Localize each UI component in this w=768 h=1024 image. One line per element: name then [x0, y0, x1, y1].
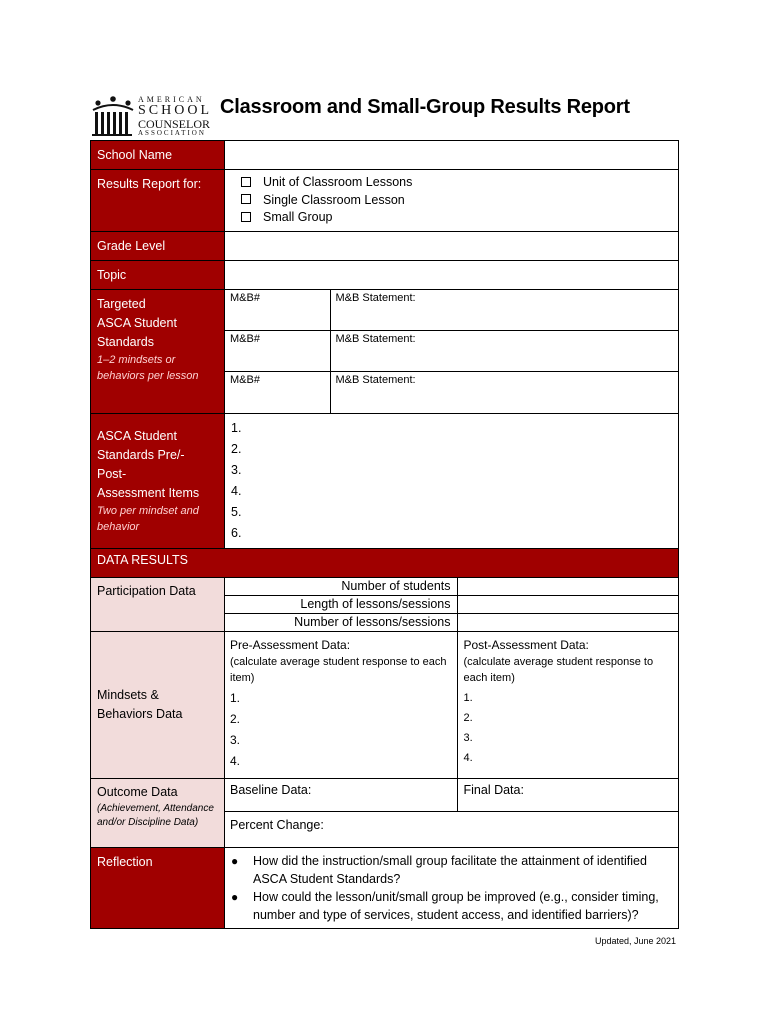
- mb-statement-field[interactable]: M&B Statement:: [330, 372, 678, 413]
- label-results-report-for: Results Report for:: [91, 170, 225, 232]
- mb-statement-field[interactable]: M&B Statement:: [330, 290, 678, 331]
- list-item: 1.: [231, 420, 242, 435]
- page-title: Classroom and Small-Group Results Report: [220, 96, 630, 118]
- option-single-classroom-lesson[interactable]: Single Classroom Lesson: [241, 192, 678, 210]
- final-data-field[interactable]: Final Data:: [457, 779, 678, 812]
- post-assessment-field[interactable]: [457, 632, 678, 778]
- prepost-note: Two per mindset and behavior: [97, 505, 199, 533]
- outcome-cell: [225, 778, 679, 847]
- topic-field[interactable]: [225, 260, 679, 289]
- mb-number-field[interactable]: M&B#: [225, 331, 330, 372]
- label-school-name: School Name: [91, 141, 225, 170]
- list-item: 2.: [463, 711, 473, 724]
- list-item: 1.: [463, 691, 473, 704]
- asca-logo-icon: [90, 94, 136, 136]
- list-item: 3.: [463, 731, 473, 744]
- reflection-bullet: ● How could the lesson/unit/small group be improved (e.g., consider timing, number and type of services, student access, and identified barriers)?: [231, 889, 659, 922]
- list-item: 5.: [231, 504, 242, 519]
- label-mindsets-behaviors: Mindsets & Behaviors Data: [91, 631, 225, 778]
- participation-table: [225, 578, 678, 631]
- baseline-data-field[interactable]: Baseline Data:: [225, 779, 457, 812]
- label-targeted-standards: Targeted ASCA Student Standards 1–2 mindsets or behaviors per lesson: [91, 289, 225, 413]
- pre-assessment-sub: (calculate average student response to each item): [230, 655, 447, 684]
- participation-cell: [225, 577, 679, 631]
- list-item: 4.: [230, 753, 241, 768]
- results-report-form: [90, 140, 679, 929]
- post-assessment-title: Post-Assessment Data:: [463, 637, 589, 652]
- post-assessment-sub: (calculate average student response to each item): [463, 655, 654, 684]
- list-item: 4.: [463, 751, 473, 764]
- participation-value-field[interactable]: [457, 595, 678, 613]
- checkbox-icon[interactable]: [241, 177, 251, 187]
- participation-value-field[interactable]: [457, 578, 678, 596]
- assessment-data-table: [225, 632, 678, 778]
- bullet-icon: ●: [231, 853, 239, 868]
- asca-logo: [90, 94, 214, 136]
- mb-table-cell: [225, 289, 679, 413]
- percent-change-field[interactable]: Percent Change:: [225, 812, 678, 847]
- document-header: [90, 92, 680, 138]
- report-type-options: [225, 170, 679, 232]
- logo-wordmark: [138, 96, 212, 137]
- list-item: 2.: [230, 711, 241, 726]
- checkbox-icon[interactable]: [241, 194, 251, 204]
- school-name-field[interactable]: [225, 141, 679, 170]
- logo-line-school: SCHOOL: [138, 103, 213, 118]
- option-unit-of-classroom-lessons[interactable]: Unit of Classroom Lessons: [241, 174, 678, 192]
- participation-value-field[interactable]: [457, 613, 678, 631]
- label-grade-level: Grade Level: [91, 231, 225, 260]
- list-item: 1.: [230, 690, 241, 705]
- label-topic: Topic: [91, 260, 225, 289]
- targeted-note: 1–2 mindsets or behaviors per lesson: [97, 353, 199, 382]
- mindsets-cell: [225, 631, 679, 778]
- assessment-items-field[interactable]: [225, 413, 679, 548]
- footer-updated: Updated, June 2021: [595, 936, 677, 946]
- list-item: 3.: [230, 732, 241, 747]
- option-small-group[interactable]: Small Group: [241, 209, 678, 227]
- mb-number-field[interactable]: M&B#: [225, 372, 330, 413]
- label-outcome-data: Outcome Data (Achievement, Attendance and/or Discipline Data): [91, 778, 225, 847]
- label-reflection: Reflection: [91, 847, 225, 928]
- label-participation-data: Participation Data: [91, 577, 225, 631]
- grade-level-field[interactable]: [225, 231, 679, 260]
- list-item: 4.: [231, 483, 242, 498]
- logo-line-counselor: COUNSELOR: [138, 117, 211, 131]
- list-item: 2.: [231, 441, 242, 456]
- reflection-bullet: ● How did the instruction/small group facilitate the attainment of identified ASCA Student Standards?: [231, 853, 647, 886]
- mb-table: [225, 290, 678, 413]
- participation-row-label: Length of lessons/sessions: [225, 595, 457, 613]
- pre-assessment-title: Pre-Assessment Data:: [230, 637, 351, 652]
- data-results-band: DATA RESULTS: [91, 548, 679, 577]
- label-prepost-items: ASCA Student Standards Pre/- Post- Assessment Items Two per mindset and behavior: [91, 413, 225, 548]
- mb-number-field[interactable]: M&B#: [225, 290, 330, 331]
- list-item: 6.: [231, 525, 242, 540]
- bullet-icon: ●: [231, 889, 239, 904]
- participation-row-label: Number of students: [225, 578, 457, 596]
- pre-assessment-field[interactable]: [225, 632, 457, 778]
- logo-line-association: ASSOCIATION: [138, 129, 206, 137]
- logo-line-american: AMERICAN: [138, 95, 205, 104]
- reflection-field[interactable]: [225, 847, 679, 928]
- outcome-table: [225, 779, 678, 847]
- outcome-note: (Achievement, Attendance and/or Discipline Data): [97, 802, 214, 828]
- checkbox-icon[interactable]: [241, 212, 251, 222]
- mb-statement-field[interactable]: M&B Statement:: [330, 331, 678, 372]
- list-item: 3.: [231, 462, 242, 477]
- participation-row-label: Number of lessons/sessions: [225, 613, 457, 631]
